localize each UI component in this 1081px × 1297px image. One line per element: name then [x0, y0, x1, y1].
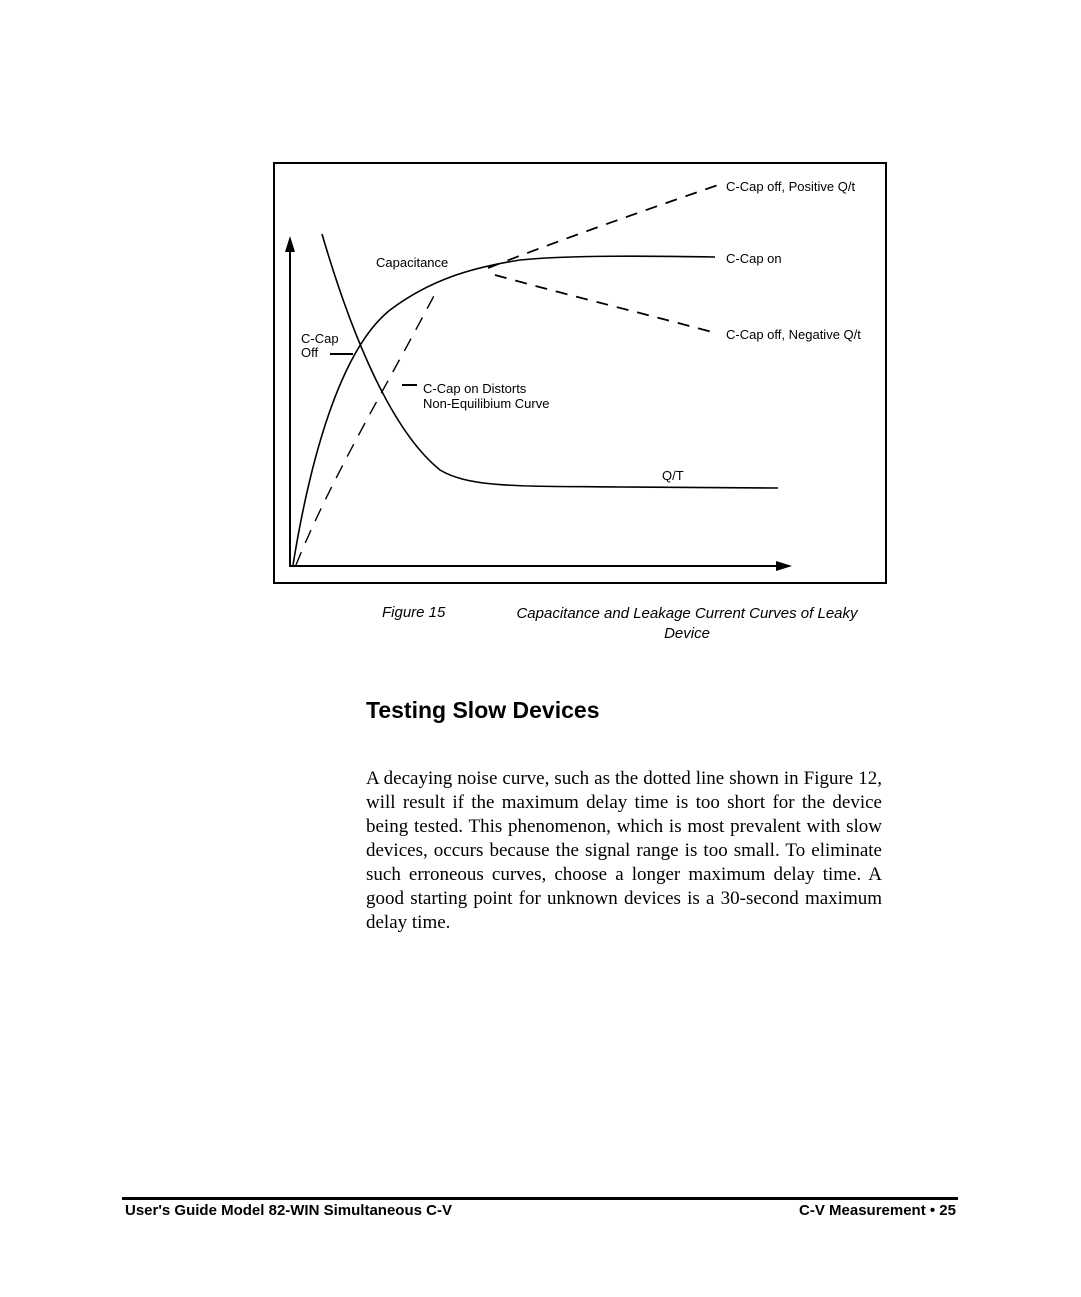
- section-heading: Testing Slow Devices: [366, 697, 600, 723]
- footer-divider: [122, 1197, 958, 1200]
- figure-caption-text: Capacitance and Leakage Current Curves of Leaky Device: [516, 605, 858, 642]
- x-axis-arrow: [776, 561, 792, 571]
- ccap-off-negative-line: [495, 275, 712, 332]
- figure-diagram: [0, 0, 1081, 600]
- label-capacitance: Capacitance: [376, 255, 449, 270]
- footer-guide-title: User's Guide Model 82-WIN Simultaneous C-V: [125, 1202, 452, 1219]
- label-ccap-on: C-Cap on: [726, 251, 782, 266]
- label-ccap-off-positive: C-Cap off, Positive Q/t: [726, 179, 856, 194]
- label-ccap-off-negative: C-Cap off, Negative Q/t: [726, 327, 861, 342]
- label-qt: Q/T: [662, 468, 684, 483]
- y-axis-arrow: [285, 236, 295, 252]
- label-ccap-off-line1: C-Cap: [301, 331, 339, 346]
- body-paragraph: A decaying noise curve, such as the dotted line shown in Figure 12, will result if the maximum delay time is too short for the device being tested. This phenomenon, which is most prevalent with slow devices, occurs because the signal range is too small. To eliminate such erroneous curves, choose a longer maximum delay time. A good starting point for unknown devices is a 30-second maximum delay time.: [366, 768, 882, 933]
- label-distorts-line1: C-Cap on Distorts: [423, 381, 527, 396]
- figure-caption-number: Figure 15: [382, 604, 446, 621]
- qt-curve: [322, 234, 778, 488]
- ccap-off-positive-line: [488, 185, 718, 268]
- label-distorts-line2: Non-Equilibium Curve: [423, 396, 550, 411]
- label-ccap-off-line2: Off: [301, 345, 319, 360]
- footer-page-number: C-V Measurement • 25: [799, 1202, 956, 1219]
